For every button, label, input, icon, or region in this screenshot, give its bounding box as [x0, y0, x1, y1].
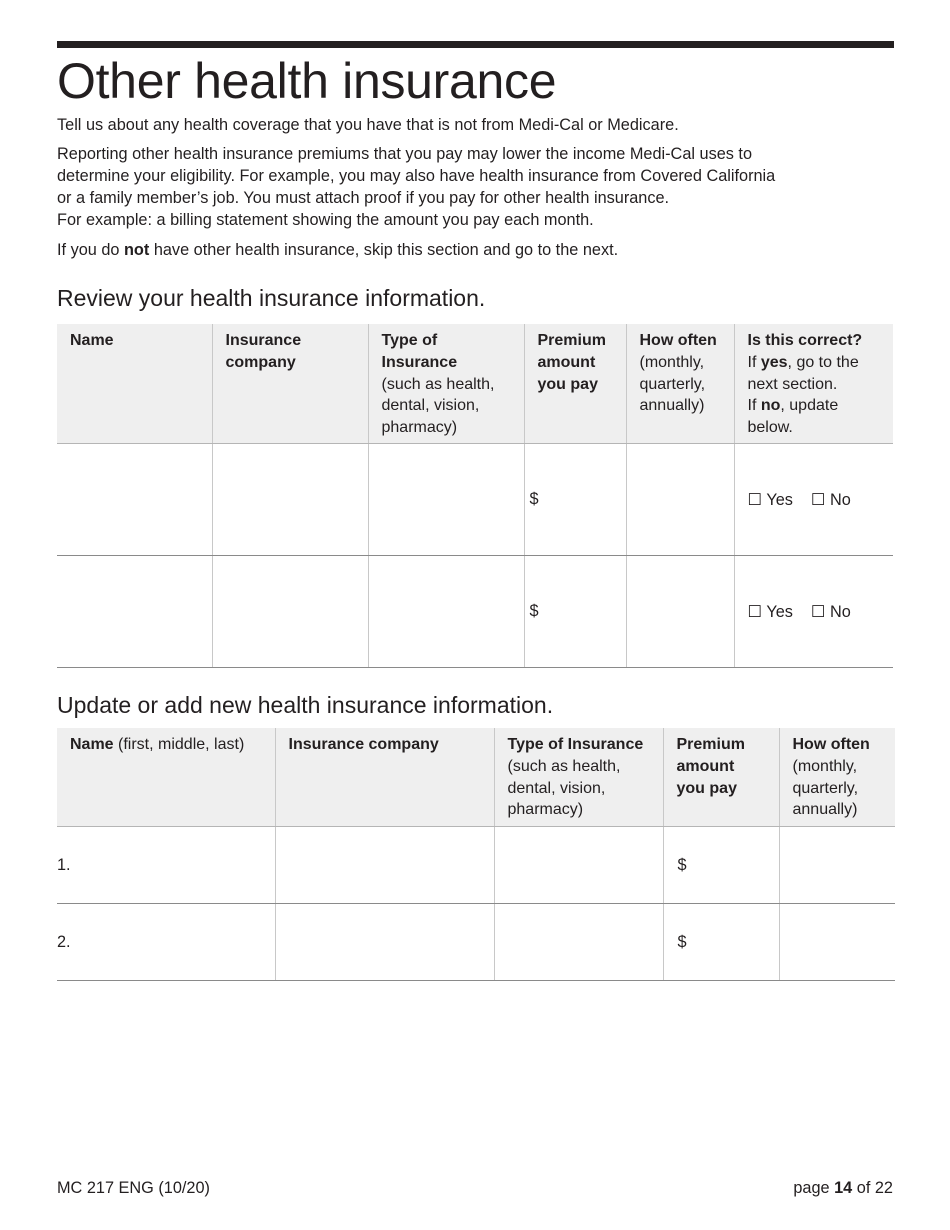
review-company-field[interactable]: [212, 556, 368, 668]
currency-symbol: $: [677, 855, 687, 874]
table-row: [57, 444, 893, 556]
row-number: 1.: [57, 855, 71, 874]
review-name-field[interactable]: [57, 556, 212, 668]
update-company-field[interactable]: [275, 904, 494, 981]
update-often-field[interactable]: [779, 827, 895, 904]
review-table: [57, 324, 893, 668]
review-company-field[interactable]: [212, 444, 368, 556]
page-title: Other health insurance: [57, 53, 557, 109]
intro-p3-after: have other health insurance, skip this section and go to the next.: [149, 241, 619, 259]
intro-p3-bold: not: [123, 241, 150, 259]
no-checkbox[interactable]: ☐ No: [810, 602, 851, 621]
page-number: page 14 of 22: [793, 1179, 893, 1197]
update-heading: Update or add new health insurance information.: [57, 692, 554, 718]
update-name-field[interactable]: [57, 904, 275, 981]
table-row: [57, 904, 895, 981]
review-col-premium: Premium amount you pay: [524, 324, 626, 444]
currency-symbol: $: [529, 602, 539, 620]
intro-paragraph-1: Tell us about any health coverage that you have that is not from Medi-Cal or Medicare.: [57, 116, 679, 134]
review-col-type: Type of Insurance (such as health, dental, vision, pharmacy): [368, 324, 524, 444]
intro-p2-line1: Reporting other health insurance premiums that you pay may lower the income Medi-Cal uses to: [57, 145, 753, 163]
review-often-field[interactable]: [626, 444, 734, 556]
row-number: 2.: [57, 932, 71, 951]
intro-p2-line2: determine your eligibility. For example, you may also have health insurance from Covered California: [57, 167, 776, 185]
update-premium-field[interactable]: [663, 827, 779, 904]
review-heading: Review your health insurance information.: [57, 285, 486, 311]
intro-p2-line3: or a family member’s job. You must attach proof if you pay for other health insurance.: [57, 189, 670, 207]
update-type-field[interactable]: [494, 904, 663, 981]
update-type-field[interactable]: [494, 827, 663, 904]
review-premium-field[interactable]: [524, 444, 626, 556]
update-header-row: [57, 728, 895, 827]
update-col-often: How often (monthly, quarterly, annually): [779, 728, 895, 827]
currency-symbol: $: [677, 932, 687, 951]
review-col-correct: Is this correct? If yes, go to the next section. If no, update below.: [734, 324, 893, 444]
review-name-field[interactable]: [57, 444, 212, 556]
yes-checkbox[interactable]: ☐ Yes: [747, 602, 793, 621]
update-often-field[interactable]: [779, 904, 895, 981]
update-col-name: Name (first, middle, last): [57, 728, 275, 827]
review-correct-cell: [734, 444, 893, 556]
form-id: MC 217 ENG (10/20): [57, 1179, 210, 1197]
review-col-company: Insurance company: [212, 324, 368, 444]
update-col-company: Insurance company: [275, 728, 494, 827]
yes-checkbox[interactable]: ☐ Yes: [747, 490, 793, 509]
table-row: [57, 827, 895, 904]
review-col-often: How often (monthly, quarterly, annually): [626, 324, 734, 444]
table-row: [57, 556, 893, 668]
update-col-type: Type of Insurance (such as health, dental, vision, pharmacy): [494, 728, 663, 827]
top-rule: [57, 41, 894, 48]
review-correct-cell: [734, 556, 893, 668]
currency-symbol: $: [529, 490, 539, 508]
review-type-field[interactable]: [368, 444, 524, 556]
update-table: [57, 728, 895, 981]
review-often-field[interactable]: [626, 556, 734, 668]
review-type-field[interactable]: [368, 556, 524, 668]
review-header-row: [57, 324, 893, 444]
update-premium-field[interactable]: [663, 904, 779, 981]
intro-p3-before: If you do: [57, 241, 124, 259]
intro-paragraph-2: [57, 143, 887, 231]
update-name-field[interactable]: [57, 827, 275, 904]
intro-p2-line4: For example: a billing statement showing the amount you pay each month.: [57, 211, 594, 229]
review-premium-field[interactable]: [524, 556, 626, 668]
review-col-name: Name: [57, 324, 212, 444]
update-company-field[interactable]: [275, 827, 494, 904]
intro-paragraph-3: [57, 239, 887, 261]
update-col-premium: Premium amount you pay: [663, 728, 779, 827]
no-checkbox[interactable]: ☐ No: [810, 490, 851, 509]
